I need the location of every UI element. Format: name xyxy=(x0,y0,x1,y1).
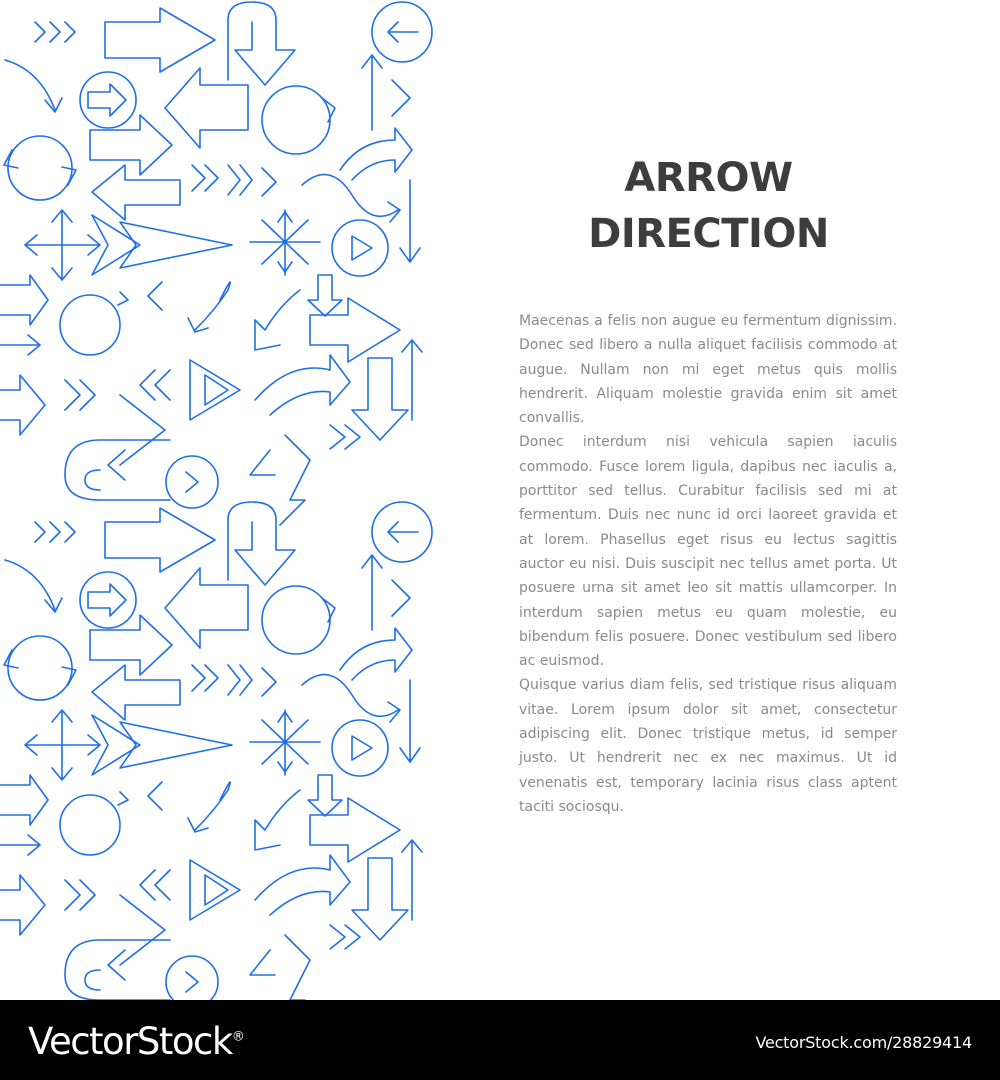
brand-name: VectorStock xyxy=(28,1020,232,1063)
watermark-footer xyxy=(0,1000,1000,1080)
paragraph-1: Maecenas a felis non augue eu fermentum dignissim. Donec sed libero a nulla aliquet facilisis commodo at augue. Nullam non mi eget metus quis mollis hendrerit. Aliquam molestie gravida enim sit amet convallis. xyxy=(519,313,897,427)
arrow-line-pattern xyxy=(0,0,435,1000)
body-text xyxy=(519,309,897,819)
brand-logo xyxy=(28,1020,245,1063)
image-url: VectorStock.com/28829414 xyxy=(755,1033,972,1052)
registered-mark: ® xyxy=(231,1029,245,1045)
paragraph-2: Donec interdum nisi vehicula sapien iaculis commodo. Fusce lorem ligula, dapibus nec iaculis a, porttitor sed tellus. Curabitur facilisis sed mi at fermentum. Duis nec nunc id orci laoreet gravida et at lorem. Phasellus eget risus eu lectus sagittis auctor eu nisi. Duis suscipit nec tellus amet porta. Ut posuere urna sit amet leo sit mattis ullamcorper. In interdum sapien metus eu quam molestie, eu bibendum felis posuere. Donec vestibulum sed libero ac euismod. xyxy=(519,434,897,670)
title-line-2: DIRECTION xyxy=(588,211,829,257)
title-line-1: ARROW xyxy=(624,155,793,201)
paragraph-3: Quisque varius diam felis, sed tristique risus aliquam vitae. Lorem ipsum dolor sit amet, consectetur adipiscing elit. Donec tristique metus, id semper justo. Ut hendrerit nec ex nec maximus. Ut id venenatis est, temporary lacinia risus class aptent taciti sociosqu. xyxy=(519,677,897,815)
page-title xyxy=(520,150,897,262)
